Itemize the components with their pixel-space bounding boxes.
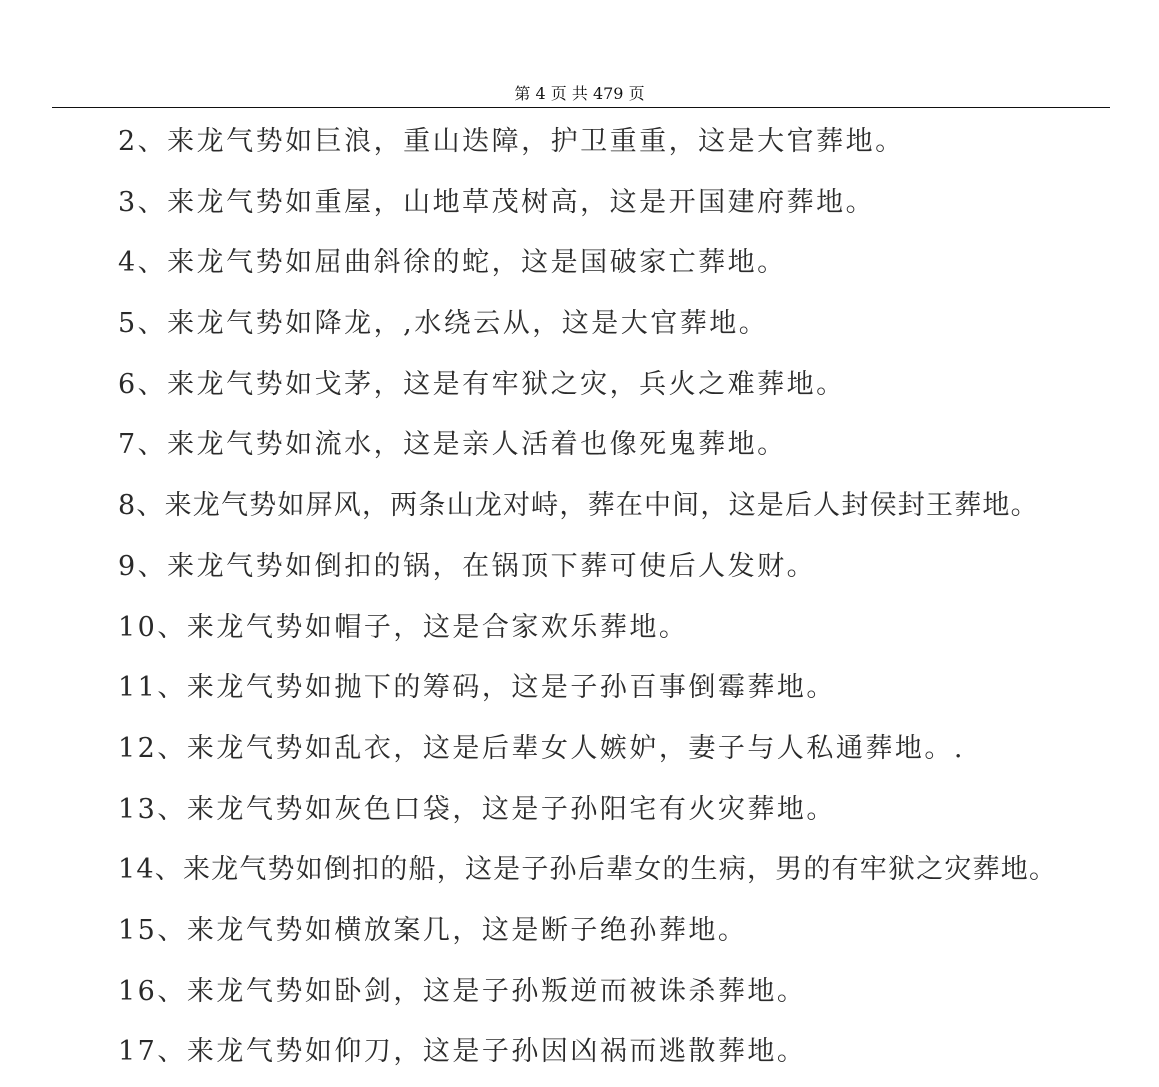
text-line: 13、来龙气势如灰色口袋，这是子孙阳宅有火灾葬地。 (118, 793, 836, 825)
text-line: 6、来龙气势如戈茅，这是有牢狱之灾，兵火之难葬地。 (118, 368, 846, 400)
text-line: 11、来龙气势如抛下的筹码，这是子孙百事倒霉葬地。 (118, 672, 836, 704)
text-line: 4、来龙气势如屈曲斜徐的蛇，这是国破家亡葬地。 (118, 247, 787, 279)
text-line: 12、来龙气势如乱衣，这是后辈女人嫉妒，妻子与人私通葬地。. (118, 732, 965, 764)
text-line: 5、来龙气势如降龙，,水绕云从，这是大官葬地。 (118, 308, 769, 340)
text-line: 10、来龙气势如帽子，这是合家欢乐葬地。 (118, 611, 689, 643)
header-divider (52, 107, 1110, 108)
text-line: 2、来龙气势如巨浪，重山迭障，护卫重重，这是大官葬地。 (118, 126, 905, 157)
text-line: 14、来龙气势如倒扣的船，这是子孙后辈女的生病，男的有牢狱之灾葬地。 (118, 854, 1058, 886)
page-header: 第 4 页 共 479 页 (514, 84, 645, 103)
text-line: 7、来龙气势如流水，这是亲人活着也像死鬼葬地。 (118, 429, 787, 461)
text-line: 17、来龙气势如仰刀，这是子孙因凶祸而逃散葬地。 (118, 1036, 807, 1068)
text-line: 16、来龙气势如卧剑，这是子孙叛逆而被诛杀葬地。 (118, 975, 807, 1007)
text-line: 3、来龙气势如重屋，山地草茂树高，这是开国建府葬地。 (118, 186, 876, 218)
text-line: 9、来龙气势如倒扣的锅，在锅顶下葬可使后人发财。 (118, 550, 817, 582)
text-line: 8、来龙气势如屏风，两条山龙对峙，葬在中间，这是后人封侯封王葬地。 (118, 490, 1039, 522)
text-line: 15、来龙气势如横放案几，这是断子绝孙葬地。 (118, 914, 748, 946)
document-body (118, 116, 1118, 1087)
